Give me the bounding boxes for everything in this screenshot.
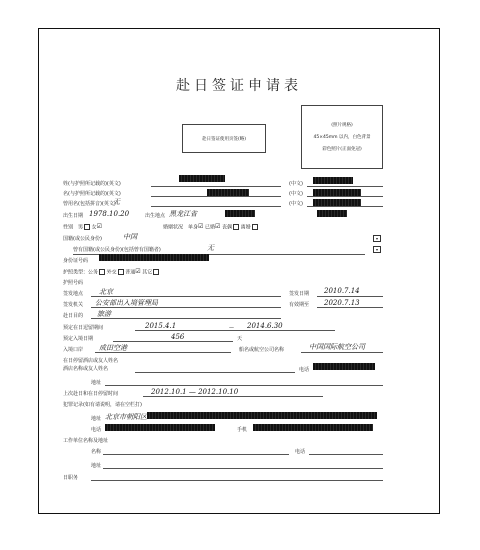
home-tel-label: 电话 bbox=[91, 427, 102, 433]
field-line bbox=[91, 307, 281, 308]
official-checkbox[interactable] bbox=[99, 269, 105, 275]
field-line bbox=[151, 206, 281, 207]
redaction bbox=[147, 412, 377, 419]
female-check-mark[interactable]: ☑ bbox=[96, 223, 103, 230]
issue-place-value: 北京 bbox=[99, 288, 113, 296]
field-line bbox=[105, 385, 383, 386]
former-nationality-select-icon[interactable]: ▾ bbox=[373, 246, 381, 253]
field-line bbox=[135, 372, 295, 373]
port-entry-value: 成田空港 bbox=[99, 344, 127, 352]
nationality-select-icon[interactable]: ▾ bbox=[373, 235, 381, 242]
home-address-label: 地址 bbox=[91, 416, 102, 422]
field-line bbox=[151, 196, 281, 197]
visa-stamp-box: 赴日签证使用页签(略) bbox=[182, 124, 266, 153]
birth-date-label: 出生日期 bbox=[63, 213, 84, 219]
arrival-date-label: 预定入境日期 bbox=[63, 336, 94, 342]
photo-spec-3: 彩色照片(正面免冠) bbox=[322, 147, 362, 152]
passport-type-row: 护照类型：公务 外交 普通☑ 其它 bbox=[63, 269, 159, 276]
redaction bbox=[179, 175, 225, 182]
photo-box bbox=[301, 105, 383, 169]
employer-label: 工作单位名称及地址 bbox=[63, 438, 109, 444]
hotel-address-label: 地址 bbox=[91, 380, 102, 386]
employer-tel-label: 电话 bbox=[295, 449, 306, 455]
purpose-value: 旅游 bbox=[97, 310, 111, 318]
redaction bbox=[317, 210, 347, 217]
nationality-value: 中国 bbox=[123, 233, 137, 241]
ordinary-check-mark[interactable]: ☑ bbox=[135, 268, 141, 275]
former-nationality-label: 曾有国籍(或公民身份)(包括曾有国籍者) bbox=[73, 247, 161, 253]
married-check-mark[interactable]: ☑ bbox=[215, 223, 221, 230]
id-number-label: 身份证号码 bbox=[63, 258, 89, 264]
sex-row: 性别 男 女☑ bbox=[63, 223, 103, 231]
former-name-label: 曾用名(包括拼音)(英文) bbox=[63, 201, 116, 207]
field-line bbox=[307, 186, 383, 187]
planned-stay-label: 预定在日逗留期间 bbox=[63, 325, 104, 331]
given-name-label: 名(与护照所记载的)(英文) bbox=[63, 191, 121, 197]
expiry-date-label: 有效期至 bbox=[289, 302, 310, 308]
divorced-checkbox[interactable] bbox=[252, 224, 258, 230]
redaction bbox=[207, 189, 249, 196]
planned-stay-to: 2014.6.30 bbox=[247, 322, 283, 330]
issue-date-label: 签发日期 bbox=[289, 291, 310, 297]
mobile-label: 手机 bbox=[237, 427, 248, 433]
purpose-label: 赴日目的 bbox=[63, 313, 84, 319]
field-line bbox=[91, 296, 281, 297]
issue-place-label: 签发地点 bbox=[63, 291, 84, 297]
field-line bbox=[301, 352, 383, 353]
hotel-sub-label: 酒店名称或友人姓名 bbox=[63, 366, 109, 372]
male-checkbox[interactable] bbox=[84, 224, 90, 230]
previous-stay-value: 2012.10.1 — 2012.10.10 bbox=[151, 388, 239, 396]
field-line bbox=[307, 196, 383, 197]
field-line bbox=[91, 318, 281, 319]
crime-label: 犯罪记录(如有请说明，请在空栏打) bbox=[63, 402, 142, 408]
photo-spec-2: 45×45mm 以内，白色背景 bbox=[313, 135, 371, 140]
field-line bbox=[151, 186, 281, 187]
field-line bbox=[309, 454, 383, 455]
authority-value: 公安部出入境管理局 bbox=[95, 299, 158, 307]
redaction bbox=[313, 199, 361, 206]
home-address-value: 北京市朝阳区 bbox=[105, 413, 147, 421]
port-entry-label: 入境口岸 bbox=[63, 347, 84, 353]
redaction bbox=[225, 210, 255, 217]
form-title: 赴日签证申请表 bbox=[176, 78, 302, 94]
marital-row: 婚姻状况 单身☑ 已婚☑ 丧偶 离婚 bbox=[163, 224, 258, 231]
other-checkbox[interactable] bbox=[153, 269, 159, 275]
planned-stay-from: 2015.4.1 bbox=[145, 322, 177, 330]
redaction bbox=[99, 254, 209, 261]
employer-address-label: 地址 bbox=[91, 463, 102, 469]
single-check-mark[interactable]: ☑ bbox=[198, 223, 204, 230]
redaction bbox=[313, 177, 353, 184]
arrival-date-value: 456 bbox=[171, 333, 185, 341]
diplomatic-checkbox[interactable] bbox=[118, 269, 124, 275]
former-name-value: 无 bbox=[113, 198, 120, 206]
previous-stay-label: 上次赴日和在日停留时间 bbox=[63, 391, 119, 397]
field-line bbox=[143, 396, 323, 397]
hotel-tel-label: 电话 bbox=[299, 367, 310, 373]
birth-place-label: 出生地点 bbox=[145, 213, 166, 219]
birth-place-value: 黑龙江省 bbox=[169, 210, 197, 218]
nationality-label: 国籍(或公民身份) bbox=[63, 236, 102, 242]
field-line bbox=[103, 454, 289, 455]
birth-date-value: 1978.10.20 bbox=[89, 210, 130, 218]
passport-number-label: 护照号码 bbox=[63, 280, 84, 286]
field-line bbox=[317, 296, 383, 297]
photo-spec-1: (照片规格) bbox=[331, 123, 353, 128]
visa-application-form: 赴日签证申请表 赴日签证使用页签(略) (照片规格) 45×45mm 以内，白色背景 彩色照片(正面免冠) 姓(与护照所记载的)(英文) (中文) 名(与护照所记载的)(英文) (中文) 曾用名(包括拼音)(英文) 无 (中文) 出生日期 1978.10.20 出生地点 黑龙江省 性别 男 女☑ 婚姻状况 单身☑ 已婚☑ 丧偶 离婚 国籍(或公民身份) 中国 ▾ 曾有国籍(或公民身份)(包括曾有国籍者) 无 ▾ 身份证号码 护照类型：公务 外交 普通☑ 其它 护照号码 签发地点 北京 签发日期 2010.7.14 签发机关 公安部出入境管理局 有效期至 2020.7.13 赴日目的 旅游 预定在日逗留期间 2015.4.1 — 2014.6.30 预定入境日期 456 天 入境口岸 成田空港 船名或航空公司名称 中国国际航空公司 在日停留酒店或友人姓名 酒店名称或友人姓名 电话 地址 上次赴日和在日停留时间 2012.10.1 — 2012.10.10 犯罪记录(如有请说明，请在空栏打) 地址 北京市朝阳区 电话 手机 工作单位名称及地址 名称 电话 地址 日职务 bbox=[38, 28, 440, 514]
issue-date-value: 2010.7.14 bbox=[324, 287, 360, 295]
field-line bbox=[103, 468, 383, 469]
surname-label: 姓(与护照所记载的)(英文) bbox=[63, 181, 121, 187]
employer-name-label: 名称 bbox=[91, 449, 102, 455]
airline-value: 中国国际航空公司 bbox=[309, 343, 365, 351]
field-line bbox=[317, 307, 383, 308]
days-unit: 天 bbox=[237, 336, 243, 342]
redaction bbox=[253, 424, 373, 431]
employer-position-label: 日职务 bbox=[63, 475, 79, 481]
hotel-label: 在日停留酒店或友人姓名 bbox=[63, 358, 119, 364]
redaction bbox=[313, 189, 361, 196]
widowed-checkbox[interactable] bbox=[233, 224, 239, 230]
redaction bbox=[313, 363, 375, 370]
field-line bbox=[307, 206, 383, 207]
redaction bbox=[105, 424, 215, 431]
expiry-date-value: 2020.7.13 bbox=[324, 299, 360, 307]
former-nationality-value: 无 bbox=[207, 244, 214, 252]
field-line bbox=[135, 330, 335, 331]
field-line bbox=[95, 352, 231, 353]
field-line bbox=[91, 480, 383, 481]
airline-label: 船名或航空公司名称 bbox=[239, 347, 285, 353]
authority-label: 签发机关 bbox=[63, 302, 84, 308]
field-line bbox=[113, 341, 233, 342]
